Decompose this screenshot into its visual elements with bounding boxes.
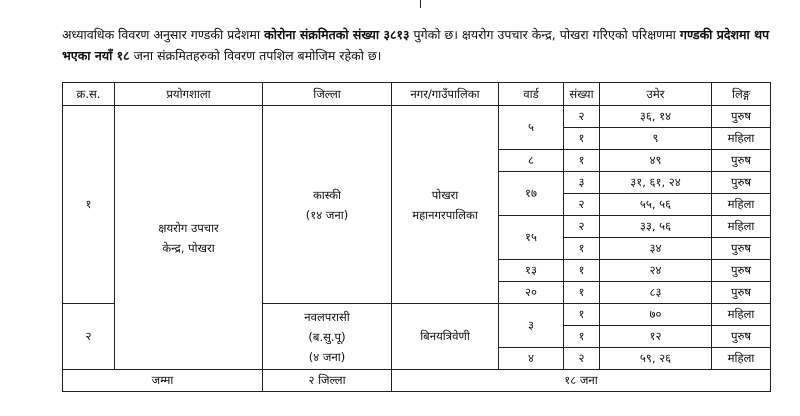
ward-cell: ३	[499, 304, 564, 348]
count-cell: १	[564, 150, 600, 172]
municipality-1-line-2: महानगरपालिका	[412, 207, 478, 222]
intro-paragraph	[62, 24, 782, 66]
gender-cell: पुरुष	[712, 172, 771, 194]
age-cell: ५५, ५६	[600, 194, 712, 216]
header-ward: वार्ड	[499, 83, 564, 106]
lab-cell	[115, 106, 263, 370]
intro-bold-new: गण्डकी प्रदेशमा थप भएका नयाँ १८	[62, 27, 770, 63]
count-cell: १	[564, 128, 600, 150]
count-cell: २	[564, 216, 600, 238]
intro-text-1: अध्यावधिक विवरण अनुसार गण्डकी प्रदेशमा	[62, 27, 265, 42]
district-2-count: (४ जना)	[308, 349, 346, 364]
total-districts: २ जिल्ला	[263, 370, 392, 392]
gender-cell: महिला	[712, 348, 771, 370]
ward-cell: १७	[499, 172, 564, 216]
count-cell: १	[564, 238, 600, 260]
age-cell: ८३	[600, 282, 712, 304]
total-persons: १८ जना	[392, 370, 771, 392]
lab-line-1: क्षयरोग उपचार	[158, 220, 219, 235]
cases-table	[62, 82, 771, 392]
count-cell: २	[564, 194, 600, 216]
table-row	[63, 106, 771, 128]
header-count: संख्या	[564, 83, 600, 106]
municipality-cell-2: बिनयत्रिवेणी	[392, 304, 499, 370]
count-cell: २	[564, 348, 600, 370]
ward-cell: ५	[499, 106, 564, 150]
table-header-row	[63, 83, 771, 106]
gender-cell: पुरुष	[712, 150, 771, 172]
age-cell: ७०	[600, 304, 712, 326]
lab-line-2: केन्द्र, पोखरा	[162, 240, 215, 255]
age-cell: ३६, १४	[600, 106, 712, 128]
gender-cell: पुरुष	[712, 238, 771, 260]
municipality-1-line-1: पोखरा	[431, 187, 459, 202]
total-label: जम्मा	[63, 370, 263, 392]
district-cell-2	[263, 304, 392, 370]
ward-cell: ४	[499, 348, 564, 370]
gender-cell: महिला	[712, 304, 771, 326]
count-cell: १	[564, 304, 600, 326]
top-rule-mark	[420, 0, 421, 8]
intro-text-2: पुगेको छ। क्षयरोग उपचार केन्द्र, पोखरा गरिएको परिक्षणमा	[409, 27, 680, 42]
age-cell: ४९	[600, 150, 712, 172]
header-age: उमेर	[600, 83, 712, 106]
count-cell: १	[564, 326, 600, 348]
municipality-cell-1	[392, 106, 499, 304]
intro-bold-total: कोरोना संक्रमितको संख्या ३८१३	[264, 27, 410, 42]
age-cell: ३४	[600, 238, 712, 260]
header-district: जिल्ला	[263, 83, 392, 106]
header-municipality: नगर/गाउँपालिका	[392, 83, 499, 106]
district-1-name: कास्की	[312, 187, 342, 202]
age-cell: ३१, ६१, २४	[600, 172, 712, 194]
district-cell-1	[263, 106, 392, 304]
district-2-name: नवलपरासी	[304, 309, 350, 324]
gender-cell: पुरुष	[712, 260, 771, 282]
header-sn: क्र.स.	[63, 83, 115, 106]
total-row	[63, 370, 771, 392]
count-cell: १	[564, 260, 600, 282]
gender-cell: महिला	[712, 216, 771, 238]
district-2-subname: (ब.सु.पू)	[308, 329, 346, 344]
intro-text-3: जना संक्रमितहरुको विवरण तपशिल बमोजिम रहेको छ।	[129, 48, 382, 63]
header-gender: लिङ्ग	[712, 83, 771, 106]
district-1-count: (१४ जना)	[305, 207, 349, 222]
ward-cell: २०	[499, 282, 564, 304]
gender-cell: महिला	[712, 128, 771, 150]
age-cell: ९	[600, 128, 712, 150]
count-cell: ३	[564, 172, 600, 194]
age-cell: ३३, ५६	[600, 216, 712, 238]
age-cell: १२	[600, 326, 712, 348]
ward-cell: १५	[499, 216, 564, 260]
count-cell: २	[564, 106, 600, 128]
gender-cell: पुरुष	[712, 106, 771, 128]
age-cell: २४	[600, 260, 712, 282]
count-cell: १	[564, 282, 600, 304]
gender-cell: महिला	[712, 194, 771, 216]
gender-cell: पुरुष	[712, 282, 771, 304]
ward-cell: ८	[499, 150, 564, 172]
sn-cell-1: १	[63, 106, 115, 304]
header-lab: प्रयोगशाला	[115, 83, 263, 106]
ward-cell: १३	[499, 260, 564, 282]
age-cell: ५९, २६	[600, 348, 712, 370]
gender-cell: पुरुष	[712, 326, 771, 348]
sn-cell-2: २	[63, 304, 115, 370]
